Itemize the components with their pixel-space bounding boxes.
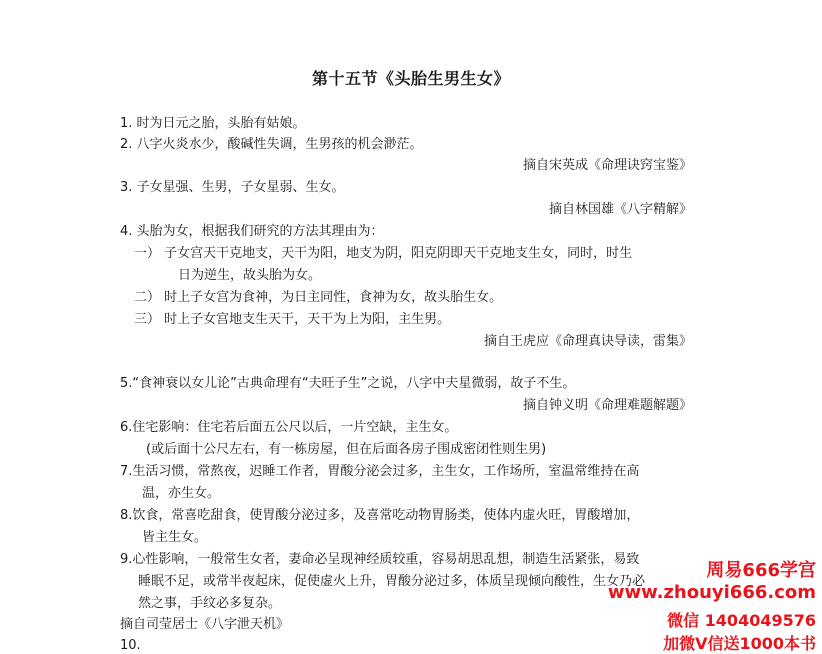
- text-line-9-cont2: 然之事，手纹必多复杂。: [138, 596, 282, 611]
- text-line-5: 5.“食神衰以女儿论”古典命理有“夫旺子生”之说，八字中夫星微弱，故子不生。: [120, 376, 576, 391]
- text-line-6-cont: (或后面十公尺左右，有一栋房屋，但在后面各房子围成密闭性则生男): [146, 442, 547, 457]
- text-item-3: 三） 时上子女宫地支生天干，天干为上为阳，主生男。: [134, 312, 451, 327]
- text-line-9: 9.心性影响，一般常生女者，妻命必呈现神经质较重，容易胡思乱想，制造生活紧张，易致: [120, 552, 640, 567]
- text-line-10: 10.: [120, 638, 141, 653]
- citation-lin: 摘自林国雄《八字精解》: [548, 202, 692, 217]
- text-item-1-cont: 日为逆生，故头胎为女。: [178, 268, 322, 283]
- text-line-8-cont: 皆主生女。: [142, 530, 208, 545]
- citation-si: 摘自司莹居士《八字泄天机》: [120, 617, 290, 632]
- text-line-9-cont: 睡眠不足，或常半夜起床，促使虚火上升，胃酸分泌过多，体质呈现倾向酸性，生女乃必: [138, 574, 646, 589]
- section-title: 第十五节《头胎生男生女》: [311, 69, 510, 88]
- text-line-2: 2. 八字火炎水少，酸碱性失调，生男孩的机会渺茫。: [120, 137, 423, 152]
- text-item-2: 二） 时上子女宫为食神，为日主同性，食神为女，故头胎生女。: [134, 290, 503, 305]
- citation-song: 摘自宋英成《命理诀窍宝鉴》: [522, 158, 692, 173]
- text-line-6: 6.住宅影响：住宅若后面五公尺以后，一片空缺，主生女。: [120, 420, 458, 435]
- watermark-line-4: 加微V信送1000本书: [663, 634, 816, 653]
- text-line-7-cont: 温，亦生女。: [142, 486, 221, 501]
- text-line-3: 3. 子女星强、生男，子女星弱、生女。: [120, 180, 345, 195]
- text-line-1: 1. 时为日元之胎，头胎有姑娘。: [120, 116, 306, 131]
- watermark-line-1: 周易666学宫: [706, 560, 816, 581]
- watermark-line-3: 微信 1404049576: [667, 611, 816, 630]
- citation-wang: 摘自王虎应《命理真诀导读，雷集》: [483, 334, 692, 349]
- text-line-7: 7.生活习惯，常熬夜，迟睡工作者，胃酸分泌会过多，主生女，工作场所，室温常维持在高: [120, 464, 640, 479]
- text-line-8: 8.饮食，常喜吃甜食，使胃酸分泌过多，及喜常吃动物胃肠类，使体内虚火旺，胃酸增加，: [120, 508, 640, 523]
- citation-zhong: 摘自钟义明《命理难题解题》: [522, 398, 692, 413]
- text-line-4: 4. 头胎为女，根据我们研究的方法其理由为：: [120, 224, 384, 239]
- watermark-line-2: www.zhouyi666.com: [607, 582, 816, 603]
- text-item-1: 一） 子女宫天干克地支，天干为阳，地支为阴，阳克阴即天干克地支生女，同时，时生: [134, 246, 633, 261]
